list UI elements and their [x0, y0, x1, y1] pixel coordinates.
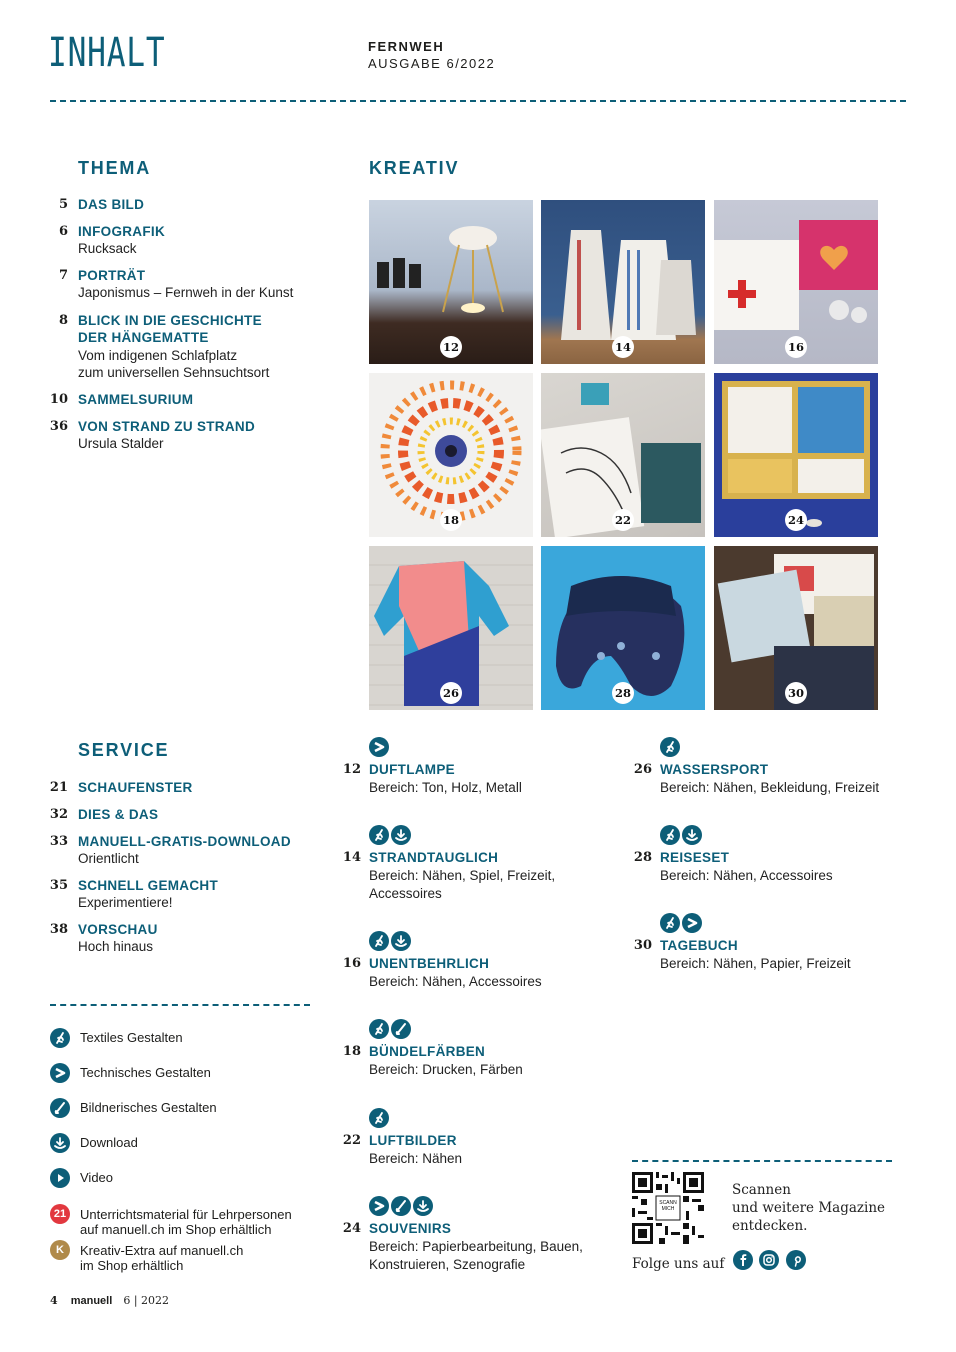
download-icon: [391, 931, 411, 951]
instagram-icon[interactable]: [759, 1250, 779, 1270]
photo-wassersport[interactable]: 26: [369, 546, 533, 710]
technisches-icon: [369, 737, 389, 757]
page-number: 4: [50, 1294, 58, 1307]
download-icon: [413, 1196, 433, 1216]
photo-buendelfaerben[interactable]: 18: [369, 373, 533, 537]
photo-luftbilder[interactable]: 22: [541, 373, 705, 537]
photo-reiseset[interactable]: 28: [541, 546, 705, 710]
follow-label: Folge uns auf: [632, 1256, 725, 1272]
pinterest-icon[interactable]: [786, 1250, 806, 1270]
legend-video: Video: [50, 1168, 72, 1190]
download-icon: [50, 1133, 70, 1153]
header-divider: [50, 100, 906, 102]
video-icon: [50, 1168, 70, 1188]
bildnerisches-icon: [391, 1196, 411, 1216]
technisches-icon: [369, 1196, 389, 1216]
photo-souvenirs[interactable]: 24: [714, 373, 878, 537]
brand-logo: manuell: [70, 1295, 113, 1307]
download-icon: [391, 825, 411, 845]
thema-heading: THEMA: [78, 158, 151, 178]
social-links: [733, 1250, 808, 1270]
photo-tagebuch[interactable]: 30: [714, 546, 878, 710]
service-list: 21 SCHAUFENSTER 32 DIES & DAS 33 MANUELL-GRATIS-DOWNLOAD Orientlicht 35 SCHNELL GEMACHT Experimentiere! 38 VORSCHAU Hoch hinaus: [49, 780, 291, 954]
textiles-icon: [660, 825, 680, 845]
legend-technisches: Technisches Gestalten: [50, 1063, 72, 1085]
legend-textiles: Textiles Gestalten: [50, 1028, 72, 1050]
technisches-icon: [50, 1063, 70, 1083]
legend-download: Download: [50, 1133, 72, 1155]
unterricht-badge-icon: 21: [50, 1204, 70, 1224]
qr-divider: [632, 1160, 892, 1162]
technisches-icon: [682, 913, 702, 933]
textiles-icon: [660, 737, 680, 757]
service-heading: SERVICE: [78, 740, 170, 760]
qr-label: SCANN MICH: [659, 1200, 677, 1212]
legend: Textiles Gestalten Technisches Gestalten Bildnerisches Gestalten Download Video 21 Unterrichtsmaterial für Lehrpersonen auf manuell.ch im Shop erhältlich K Kreativ-Extra auf manuell.ch im Shop erhältlich: [50, 1028, 340, 1278]
qr-caption: Scannen und weitere Magazine entdecken.: [732, 1182, 886, 1234]
qr-code[interactable]: [632, 1172, 704, 1244]
bildnerisches-icon: [50, 1098, 70, 1118]
kreativ-badge-icon: K: [50, 1240, 70, 1260]
textiles-icon: [369, 825, 389, 845]
kreativ-heading: KREATIV: [369, 158, 460, 178]
issue-theme: FERNWEH: [368, 39, 445, 54]
photo-strandtauglich[interactable]: 14: [541, 200, 705, 364]
textiles-icon: [660, 913, 680, 933]
download-icon: [682, 825, 702, 845]
textiles-icon: [369, 931, 389, 951]
legend-bildnerisches: Bildnerisches Gestalten: [50, 1098, 72, 1120]
bildnerisches-icon: [391, 1019, 411, 1039]
page-footer: [50, 1294, 169, 1307]
thema-list: 5 DAS BILD 6 INFOGRAFIK Rucksack 7 PORTRÄT Japonismus – Fernweh in der Kunst 8 BLICK IN DIE GESCHICHTE DER HÄNGEMATTE Vom indigenen Schlafplatz zum universellen Sehnsuchtsort 10 SAMMELSURIUM 36 VON STRAND ZU STRAND Ursula Stalder: [49, 197, 294, 451]
issue-number: AUSGABE 6/2022: [368, 56, 496, 71]
page-title: INHALT: [48, 30, 166, 76]
issue-info: [368, 38, 495, 72]
footer-issue: 6 | 2022: [123, 1294, 170, 1307]
textiles-icon: [369, 1108, 389, 1128]
textiles-icon: [50, 1028, 70, 1048]
facebook-icon[interactable]: [733, 1250, 753, 1270]
legend-divider: [50, 1004, 310, 1006]
photo-unentbehrlich[interactable]: 16: [714, 200, 878, 364]
textiles-icon: [369, 1019, 389, 1039]
photo-duftlampe[interactable]: 12: [369, 200, 533, 364]
